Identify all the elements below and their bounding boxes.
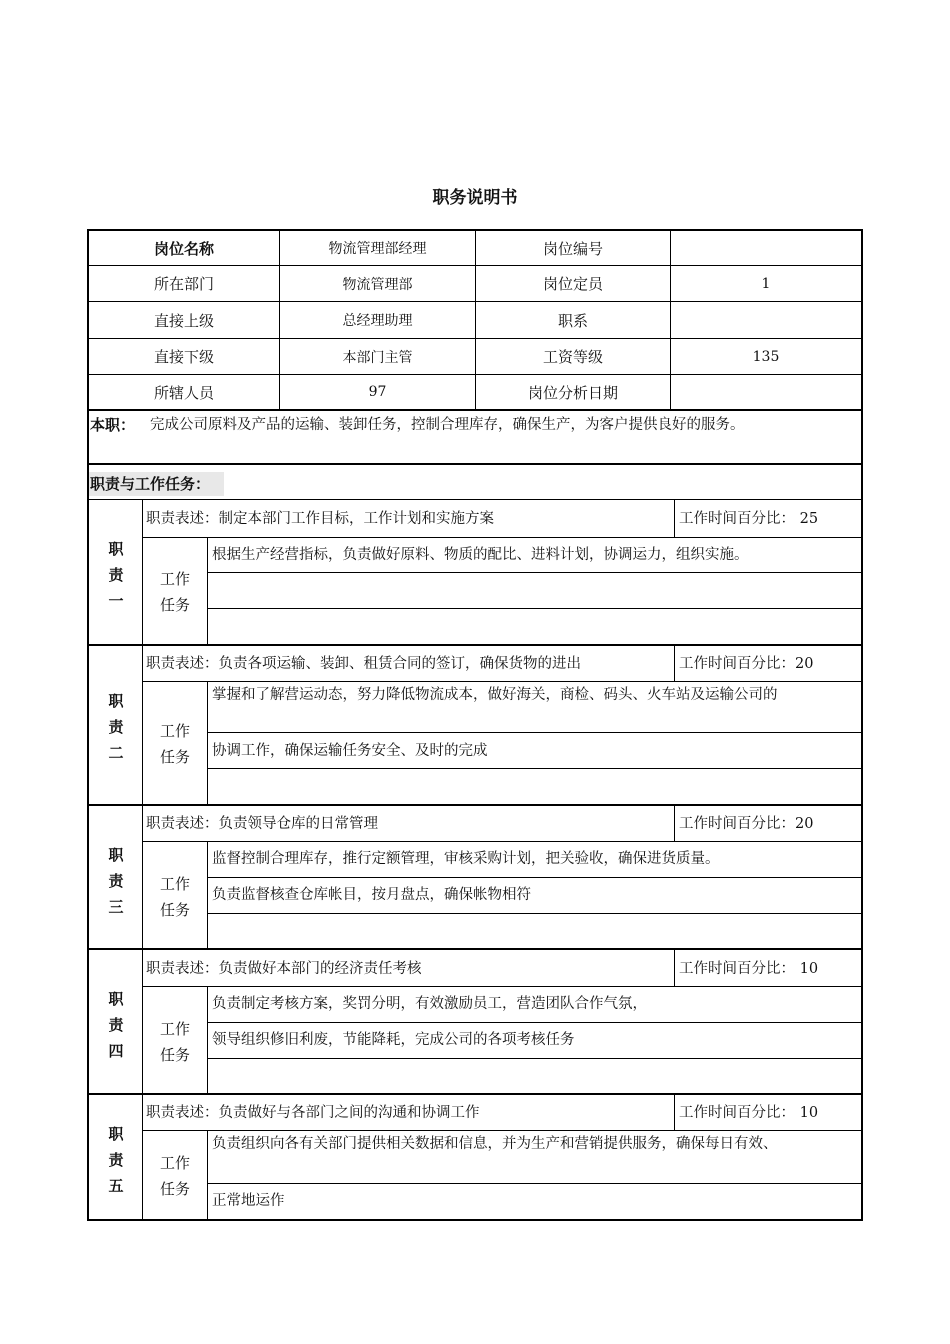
duty-1-time-percentage: 工作时间百分比： 25 — [679, 511, 819, 527]
duty-5-time-percentage: 工作时间百分比： 10 — [679, 1105, 819, 1121]
duty-5-description: 职责表述：负责做好与各部门之间的沟通和协调工作 — [146, 1105, 480, 1121]
info-value-superior: 总经理助理 — [342, 313, 413, 329]
duty-3-title: 职 责 三 — [108, 846, 124, 916]
duty-1-task-label: 工作 任务 — [159, 570, 190, 614]
info-label-department: 所在部门 — [153, 275, 214, 293]
duty-3-task-1: 监督控制合理库存，推行定额管理，审核采购计划，把关验收，确保进货质量。 — [212, 851, 720, 867]
duty-2-task-label: 工作 任务 — [159, 722, 190, 766]
duty-2-time-percentage: 工作时间百分比：20 — [679, 656, 814, 672]
main-duty-text: 完成公司原料及产品的运输、装卸任务，控制合理库存，确保生产，为客户提供良好的服务。 — [150, 417, 745, 433]
info-label-position-code: 岗位编号 — [542, 239, 603, 258]
duty-5-task-label: 工作 任务 — [159, 1154, 190, 1198]
duty-4-task-1: 负责制定考核方案，奖罚分明，有效激励员工，营造团队合作气氛， — [212, 996, 647, 1012]
info-value-subordinate: 本部门主管 — [342, 349, 413, 366]
duty-3-task-2: 负责监督核查仓库帐目，按月盘点，确保帐物相符 — [212, 887, 531, 903]
info-value-headcount: 1 — [761, 275, 771, 292]
duty-4-task-label: 工作 任务 — [159, 1020, 190, 1064]
duty-2-task-1: 掌握和了解营运动态，努力降低物流成本，做好海关，商检、码头、火车站及运输公司的 — [212, 687, 778, 703]
info-value-pay-grade: 135 — [752, 348, 780, 365]
duty-4-task-2: 领导组织修旧利废，节能降耗，完成公司的各项考核任务 — [212, 1032, 575, 1048]
duty-3-description: 职责表述：负责领导仓库的日常管理 — [146, 816, 378, 832]
duty-5-task-2: 正常地运作 — [212, 1193, 285, 1209]
duty-3-task-label: 工作 任务 — [159, 875, 190, 919]
info-value-department: 物流管理部 — [342, 276, 413, 293]
info-label-pay-grade: 工资等级 — [542, 348, 603, 366]
main-duty-label: 本职： — [90, 416, 136, 434]
info-label-subordinate: 直接下级 — [153, 348, 214, 366]
document-title: 职务说明书 — [432, 188, 518, 208]
info-label-analysis-date: 岗位分析日期 — [527, 383, 618, 402]
info-label-superior: 直接上级 — [153, 311, 214, 330]
info-label-headcount: 岗位定员 — [542, 275, 603, 293]
info-label-position-name: 岗位名称 — [153, 239, 214, 258]
duty-5-title: 职 责 五 — [108, 1125, 124, 1195]
info-value-job-family — [671, 302, 861, 338]
duty-2-task-2: 协调工作，确保运输任务安全、及时的完成 — [212, 743, 488, 759]
info-value-staff: 97 — [368, 384, 387, 400]
duty-4-time-percentage: 工作时间百分比： 10 — [679, 961, 819, 977]
duty-2-title: 职 责 二 — [108, 692, 124, 762]
duty-3-time-percentage: 工作时间百分比：20 — [679, 816, 814, 832]
duty-5-task-1: 负责组织向各有关部门提供相关数据和信息，并为生产和营销提供服务，确保每日有效、 — [212, 1136, 778, 1152]
duty-1-title: 职 责 一 — [108, 540, 124, 610]
info-label-job-family: 职系 — [557, 311, 588, 330]
info-value-position-code — [671, 231, 861, 265]
info-value-position-name: 物流管理部经理 — [328, 241, 427, 257]
duty-1-task-1: 根据生产经营指标，负责做好原料、物质的配比、进料计划，协调运力，组织实施。 — [212, 547, 749, 563]
duty-2-description: 职责表述：负责各项运输、装卸、租赁合同的签订，确保货物的进出 — [146, 656, 581, 672]
info-label-staff: 所辖人员 — [153, 383, 214, 402]
duty-4-title: 职 责 四 — [108, 990, 124, 1060]
duty-4-description: 职责表述：负责做好本部门的经济责任考核 — [146, 961, 422, 977]
info-value-analysis-date — [671, 375, 861, 409]
duties-header: 职责与工作任务： — [90, 475, 211, 493]
duty-1-description: 职责表述：制定本部门工作目标，工作计划和实施方案 — [146, 511, 494, 527]
